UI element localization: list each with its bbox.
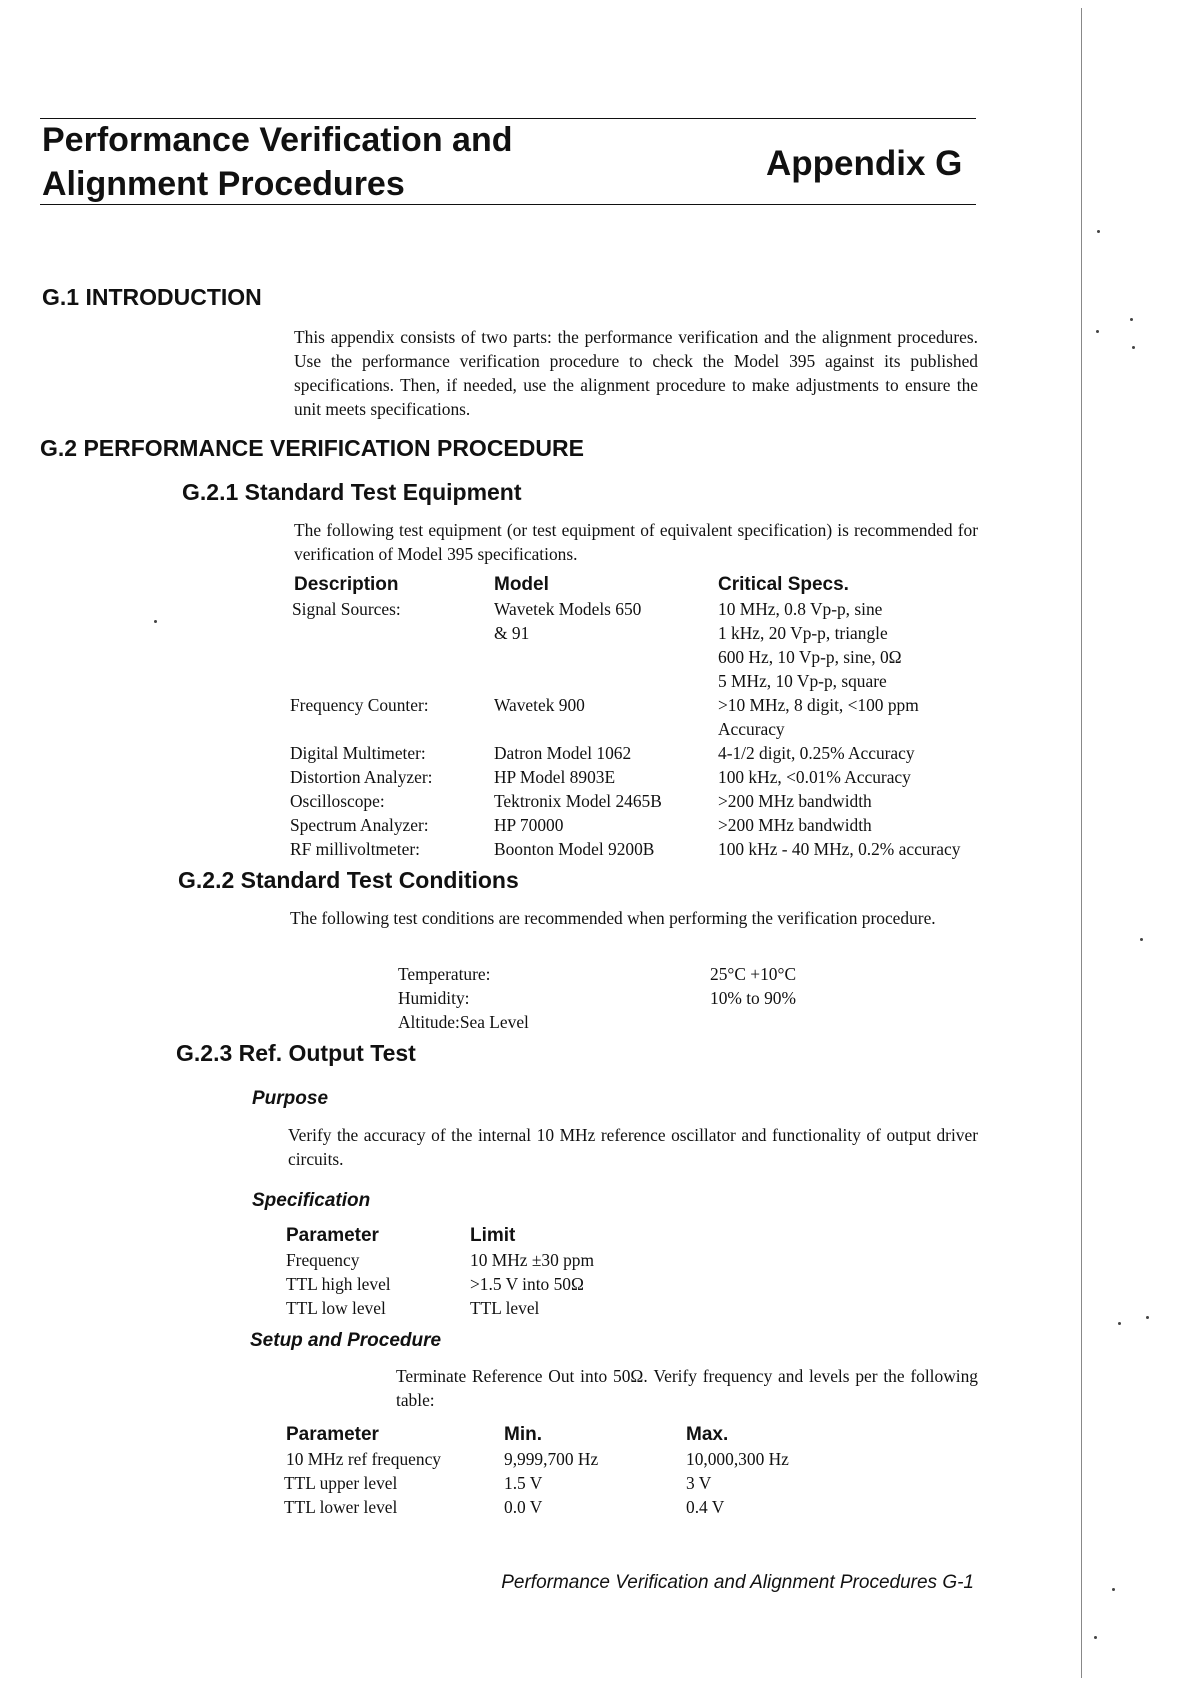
equipment-model: Wavetek Models 650 xyxy=(494,599,642,619)
column-header-parameter: Parameter xyxy=(286,1424,379,1445)
equipment-description: Distortion Analyzer: xyxy=(290,767,433,787)
purpose-paragraph: Verify the accuracy of the internal 10 MHz reference oscillator and functionality of output driver circuits. xyxy=(288,1125,978,1169)
scan-speck xyxy=(1096,330,1099,333)
condition-value: 10% to 90% xyxy=(710,988,796,1008)
spec-parameter: Frequency xyxy=(286,1250,360,1270)
column-header-model: Model xyxy=(494,574,549,595)
scan-speck xyxy=(1130,318,1133,321)
header-top-rule xyxy=(40,118,976,119)
equipment-model: & 91 xyxy=(494,623,530,643)
header-bottom-rule xyxy=(40,204,976,205)
equipment-spec: 4-1/2 digit, 0.25% Accuracy xyxy=(718,743,915,763)
equipment-model: HP Model 8903E xyxy=(494,767,616,787)
column-header-min: Min. xyxy=(504,1424,542,1445)
equipment-model: Tektronix Model 2465B xyxy=(494,791,662,811)
table-row-min: 0.0 V xyxy=(504,1497,543,1517)
column-header-limit: Limit xyxy=(470,1225,516,1246)
scan-speck xyxy=(154,620,157,623)
equipment-model: HP 70000 xyxy=(494,815,564,835)
equipment-spec: Accuracy xyxy=(718,719,785,739)
specification-heading: Specification xyxy=(252,1190,371,1211)
column-header-max: Max. xyxy=(686,1424,729,1445)
section-heading-performance-verification: G.2 PERFORMANCE VERIFICATION PROCEDURE xyxy=(40,435,584,461)
scan-speck xyxy=(1094,1636,1097,1639)
table-row-parameter: TTL upper level xyxy=(284,1473,398,1493)
column-header-parameter: Parameter xyxy=(286,1225,379,1246)
table-row-parameter: 10 MHz ref frequency xyxy=(286,1449,441,1469)
spec-limit: >1.5 V into 50Ω xyxy=(470,1274,584,1294)
subsection-heading-test-equipment: G.2.1 Standard Test Equipment xyxy=(182,479,522,505)
equipment-spec: >200 MHz bandwidth xyxy=(718,791,872,811)
table-row-parameter: TTL lower level xyxy=(284,1497,398,1517)
intro-paragraph: This appendix consists of two parts: the performance verification and the alignment procedures. Use the performance verification procedure to check the Model 395 against its published specifications. Then, if needed, use the alignment procedure to make adjustments to ensure the unit meets specifications. xyxy=(294,327,978,419)
spec-limit: TTL level xyxy=(470,1298,540,1318)
subsection-heading-ref-output-test: G.2.3 Ref. Output Test xyxy=(176,1040,416,1066)
page-footer: Performance Verification and Alignment Procedures G-1 xyxy=(501,1572,974,1593)
column-header-description: Description xyxy=(294,574,399,595)
equipment-description: Digital Multimeter: xyxy=(290,743,426,763)
chapter-title-line-1: Performance Verification and xyxy=(42,121,513,159)
setup-procedure-heading: Setup and Procedure xyxy=(250,1330,442,1351)
scan-speck xyxy=(1118,1322,1121,1325)
condition-label: Altitude:Sea Level xyxy=(398,1012,529,1032)
appendix-label: Appendix G xyxy=(766,144,963,183)
spec-limit: 10 MHz ±30 ppm xyxy=(470,1250,595,1270)
equipment-description: Spectrum Analyzer: xyxy=(290,815,429,835)
scan-speck xyxy=(1097,230,1100,233)
table-row-max: 10,000,300 Hz xyxy=(686,1449,789,1469)
column-header-critical-specs: Critical Specs. xyxy=(718,574,849,595)
chapter-title-line-2: Alignment Procedures xyxy=(42,165,405,203)
scan-speck xyxy=(1146,1316,1149,1319)
table-row-max: 0.4 V xyxy=(686,1497,725,1517)
purpose-heading: Purpose xyxy=(252,1088,329,1109)
equipment-description: Signal Sources: xyxy=(292,599,401,619)
equipment-spec: 100 kHz - 40 MHz, 0.2% accuracy xyxy=(718,839,961,859)
equipment-spec: 1 kHz, 20 Vp-p, triangle xyxy=(718,623,888,643)
setup-procedure-paragraph: Terminate Reference Out into 50Ω. Verify frequency and levels per the following table: xyxy=(396,1366,978,1410)
equipment-description: Oscilloscope: xyxy=(290,791,385,811)
scan-speck xyxy=(1132,346,1135,349)
condition-label: Humidity: xyxy=(398,988,470,1008)
section-heading-introduction: G.1 INTRODUCTION xyxy=(42,284,262,310)
table-row-min: 1.5 V xyxy=(504,1473,543,1493)
spec-parameter: TTL low level xyxy=(286,1298,386,1318)
equipment-model: Datron Model 1062 xyxy=(494,743,632,763)
equipment-spec: 600 Hz, 10 Vp-p, sine, 0Ω xyxy=(718,647,902,667)
condition-label: Temperature: xyxy=(398,964,491,984)
subsection-heading-test-conditions: G.2.2 Standard Test Conditions xyxy=(178,867,519,893)
scan-speck xyxy=(1140,938,1143,941)
equipment-model: Wavetek 900 xyxy=(494,695,585,715)
equipment-spec: 100 kHz, <0.01% Accuracy xyxy=(718,767,911,787)
equipment-description: RF millivoltmeter: xyxy=(290,839,420,859)
table-row-min: 9,999,700 Hz xyxy=(504,1449,599,1469)
scan-speck xyxy=(1112,1588,1115,1591)
equipment-spec: 10 MHz, 0.8 Vp-p, sine xyxy=(718,599,883,619)
test-equipment-paragraph: The following test equipment (or test equipment of equivalent specification) is recommended for verification of Model 395 specifications. xyxy=(294,520,978,564)
equipment-description: Frequency Counter: xyxy=(290,695,429,715)
equipment-model: Boonton Model 9200B xyxy=(494,839,655,859)
spec-parameter: TTL high level xyxy=(286,1274,391,1294)
scan-edge-line xyxy=(1081,8,1082,1678)
test-conditions-paragraph: The following test conditions are recommended when performing the verification procedure. xyxy=(290,908,936,928)
equipment-spec: >10 MHz, 8 digit, <100 ppm xyxy=(718,695,919,715)
condition-value: 25°C +10°C xyxy=(710,964,797,984)
equipment-spec: >200 MHz bandwidth xyxy=(718,815,872,835)
equipment-spec: 5 MHz, 10 Vp-p, square xyxy=(718,671,887,691)
table-row-max: 3 V xyxy=(686,1473,712,1493)
